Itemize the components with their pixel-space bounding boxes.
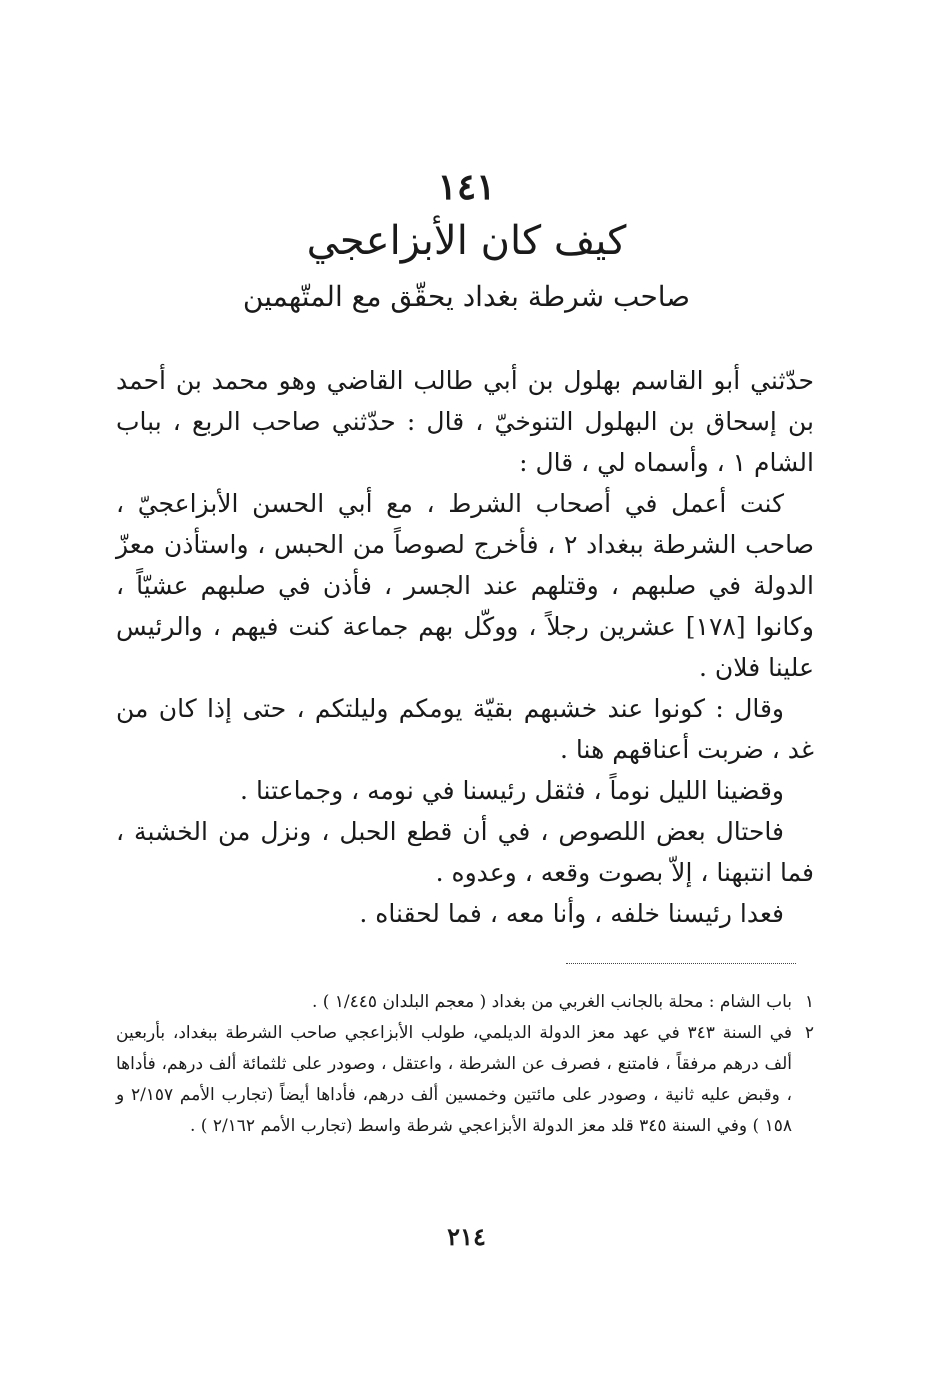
paragraph: وقال : كونوا عند خشبهم بقيّة يومكم وليلتكم ، حتى إذا كان من غد ، ضربت أعناقهم هنا .: [116, 694, 814, 764]
chapter-subtitle: صاحب شرطة بغداد يحقّق مع المتّهمين: [242, 280, 691, 313]
footnote-divider: [566, 963, 796, 964]
paragraph: فعدا رئيسنا خلفه ، وأنا معه ، فما لحقناه .: [359, 899, 784, 928]
paragraph: حدّثني أبو القاسم بهلول بن أبي طالب القاضي وهو محمد بن أحمد بن إسحاق بن البهلول التنوخيّ ، قال : حدّثني صاحب الربع ، بباب الشام ١ ، وأسماه لي ، قال :: [116, 366, 814, 477]
footnote-number: ١: [804, 992, 814, 1012]
chapter-title: كيف كان الأبزاعجي: [306, 218, 627, 264]
body-text: [116, 360, 814, 934]
footnote: [116, 987, 814, 1018]
footnote-number: ٢: [804, 1023, 814, 1043]
footnote: [116, 1018, 814, 1142]
page-number: ٢١٤: [447, 1222, 486, 1251]
footnote-text: باب الشام : محلة بالجانب الغربي من بغداد ( معجم البلدان ١/٤٤٥ ) .: [311, 992, 792, 1012]
story-number: ١٤١: [437, 166, 496, 208]
paragraph: فاحتال بعض اللصوص ، في أن قطع الحبل ، ونزل من الخشبة ، فما انتبهنا ، إلاّ بصوت وقعه ، وعدوه .: [116, 817, 814, 887]
paragraph: وقضينا الليل نوماً ، فثقل رئيسنا في نومه ، وجماعتنا .: [240, 776, 784, 805]
footnote-text: في السنة ٣٤٣ في عهد معز الدولة الديلمي، طولب الأبزاعجي صاحب الشرطة ببغداد، بأربعين ألف درهم مرفقاً ، فامتنع ، فصرف عن الشرطة ، واعتقل ، وصودر على ثلثمائة ألف درهم، فأداها ، وقبض عليه ثانية ، وصودر على مائتين وخمسين ألف درهم، فأداها أيضاً (تجارب الأمم ٢/١٥٧ و ١٥٨ ) وفي السنة ٣٤٥ قلد معز الدولة الأبزاعجي شرطة واسط (تجارب الأمم ٢/١٦٢ ) .: [116, 1023, 793, 1136]
paragraph: كنت أعمل في أصحاب الشرط ، مع أبي الحسن الأبزاعجيّ ، صاحب الشرطة ببغداد ٢ ، فأخرج لصوصاً من الحبس ، واستأذن معزّ الدولة في صلبهم ، وقتلهم عند الجسر ، فأذن في صلبهم عشيّاً ، وكانوا [١٧٨] عشرين رجلاً ، ووكّل بهم جماعة كنت فيهم ، والرئيس علينا فلان .: [116, 489, 814, 682]
footnotes: [116, 987, 814, 1142]
